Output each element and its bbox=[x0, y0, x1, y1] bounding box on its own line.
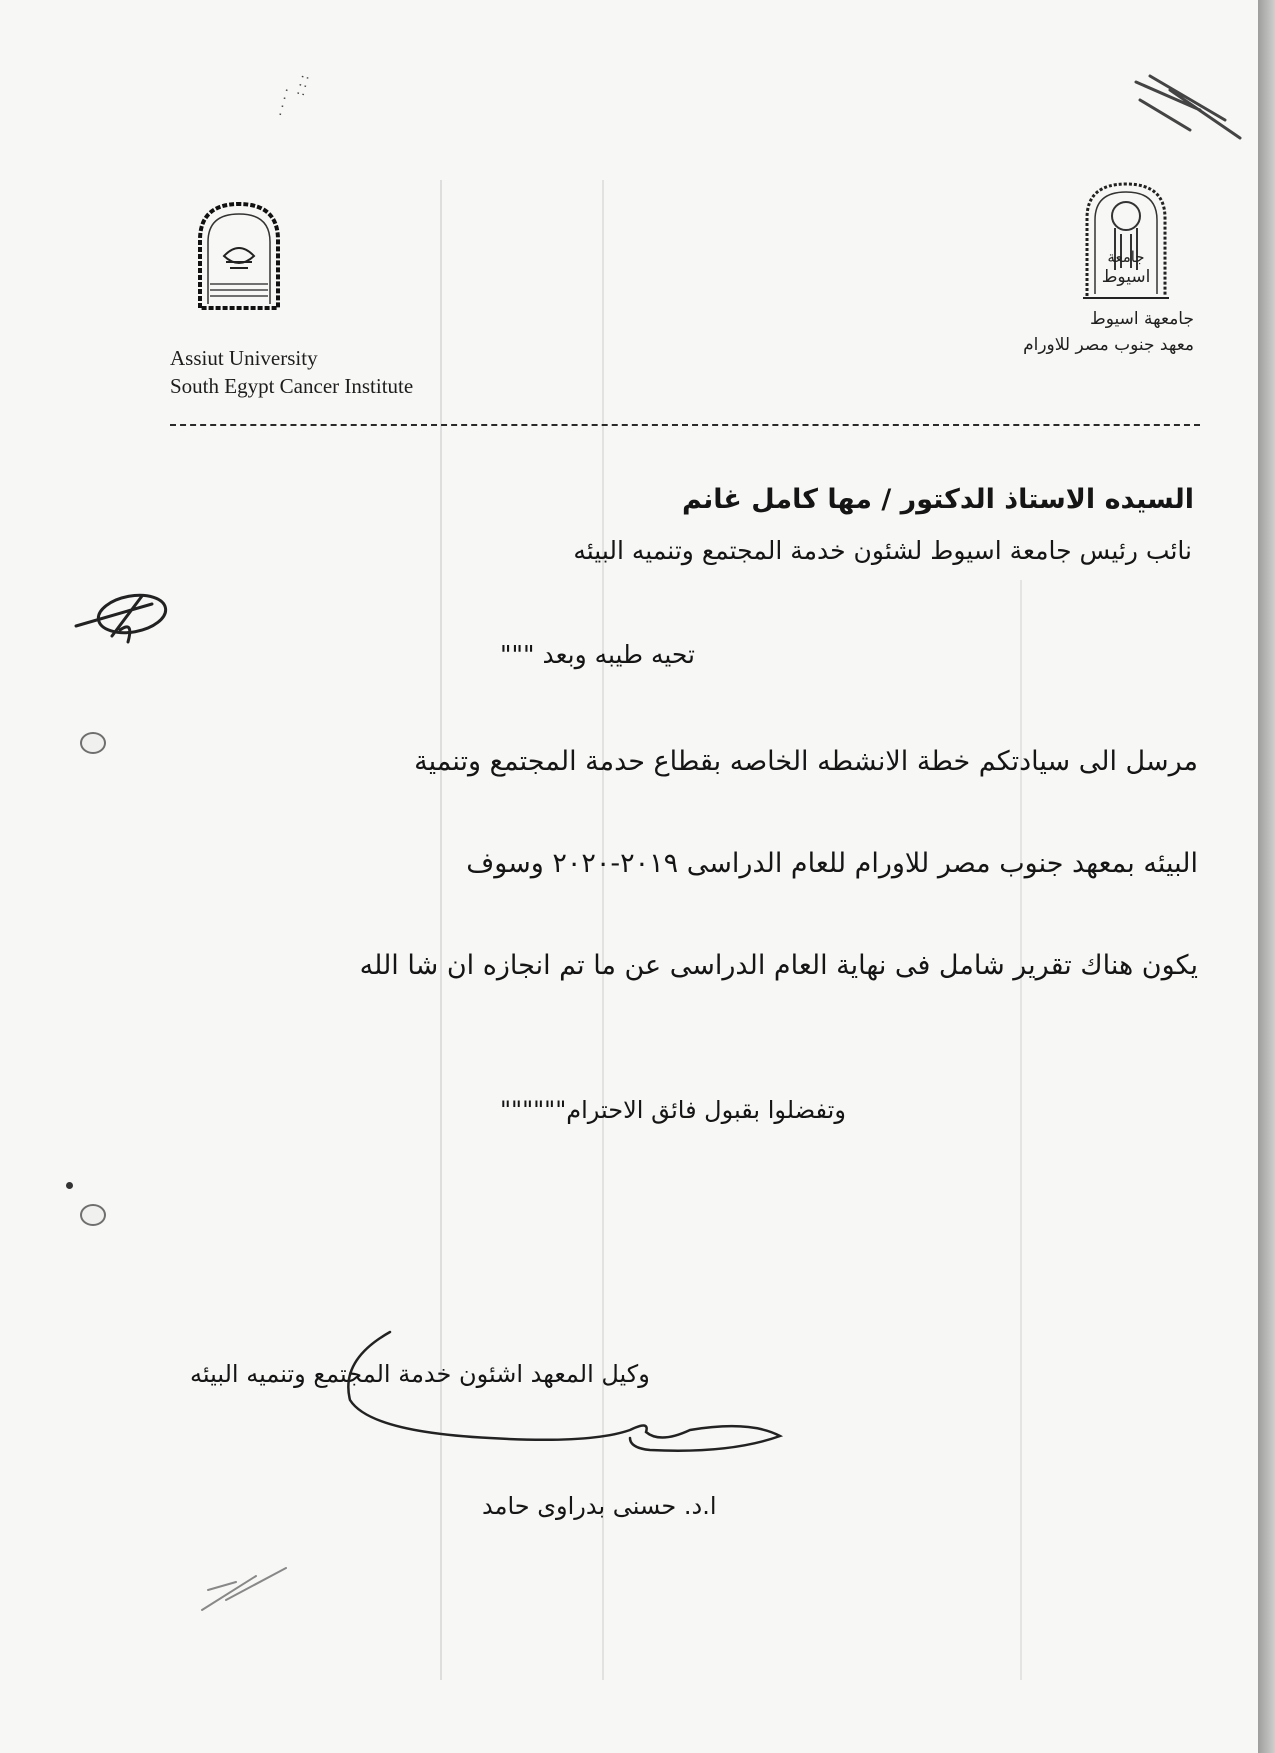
cancer-institute-logo bbox=[196, 200, 282, 312]
initials-signature bbox=[72, 586, 172, 648]
page-edge-shadow bbox=[1258, 0, 1275, 1753]
english-letterhead bbox=[170, 344, 413, 400]
bottom-scribble bbox=[196, 1560, 296, 1616]
signer-title: وكيل المعهد اشئون خدمة المجتمع وتنميه البيئه bbox=[190, 1360, 650, 1388]
addressee-title: نائب رئيس جامعة اسيوط لشئون خدمة المجتمع وتنميه البيئه bbox=[573, 536, 1192, 565]
corner-scribble bbox=[1130, 70, 1250, 150]
arabic-letterhead bbox=[1023, 306, 1194, 358]
greeting: تحيه طيبه وبعد """ bbox=[500, 640, 695, 669]
signer-name: ا.د. حسنى بدراوى حامد bbox=[482, 1492, 717, 1520]
english-university-name: Assiut University bbox=[170, 346, 318, 370]
punch-hole-bottom bbox=[80, 1204, 106, 1226]
closing: وتفضلوا بقبول فائق الاحترام"""""" bbox=[500, 1096, 846, 1124]
arabic-university-name: جامعهة اسيوط bbox=[1090, 309, 1194, 329]
punch-hole-top bbox=[80, 732, 106, 754]
logo-text-line-1: جامعة bbox=[1107, 248, 1145, 266]
handwritten-signature bbox=[330, 1320, 790, 1460]
body-line-2: البيئه بمعهد جنوب مصر للاورام للعام الدراسى ٢٠١٩-٢٠٢٠ وسوف bbox=[466, 848, 1198, 879]
logo-text-line-2: اسيوط bbox=[1101, 267, 1151, 287]
body-line-1: مرسل الى سيادتكم خطة الانشطه الخاصه بقطاع حدمة المجتمع وتنمية bbox=[414, 746, 1198, 777]
show-through-marks-2 bbox=[760, 580, 1022, 1680]
addressee: السيده الاستاذ الدكتور / مها كامل غانم bbox=[681, 484, 1194, 515]
body-line-3: يكون هناك تقرير شامل فى نهاية العام الدراسى عن ما تم انجازه ان شا الله bbox=[359, 950, 1198, 981]
handwritten-margin-mark: · · · · bbox=[273, 86, 296, 119]
handwritten-margin-mark-2: : : : bbox=[292, 73, 313, 98]
assiut-university-logo bbox=[1077, 178, 1175, 306]
english-institute-name: South Egypt Cancer Institute bbox=[170, 374, 414, 398]
header-divider bbox=[170, 424, 1200, 426]
margin-dot bbox=[66, 1182, 73, 1189]
arabic-institute-name: معهد جنوب مصر للاورام bbox=[1023, 335, 1194, 355]
